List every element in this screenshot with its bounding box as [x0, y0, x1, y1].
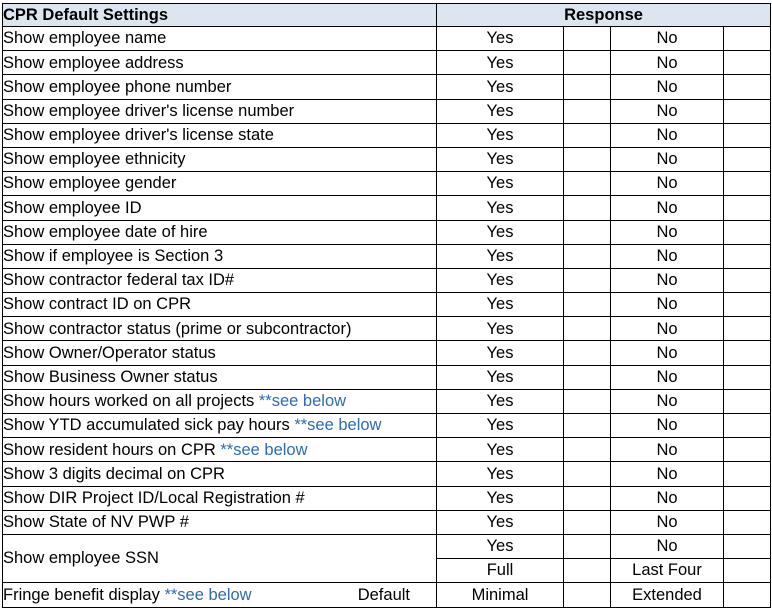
setting-row — [3, 414, 771, 438]
fringe-default-label: Default — [357, 585, 410, 604]
setting-label-cell — [3, 27, 437, 51]
setting-label-cell — [3, 341, 437, 365]
ssn-full-option[interactable]: Full — [437, 559, 564, 583]
setting-label-cell — [3, 510, 437, 534]
setting-label-cell — [3, 220, 437, 244]
yes-checkbox[interactable] — [564, 486, 611, 510]
no-option[interactable]: No — [611, 99, 724, 123]
no-option[interactable]: No — [611, 317, 724, 341]
no-checkbox[interactable] — [724, 244, 771, 268]
no-checkbox[interactable] — [724, 462, 771, 486]
yes-checkbox[interactable] — [564, 462, 611, 486]
setting-row — [3, 268, 771, 292]
yes-checkbox[interactable] — [564, 414, 611, 438]
ssn-yes-option[interactable]: Yes — [437, 534, 564, 558]
setting-row — [3, 75, 771, 99]
no-option[interactable]: No — [611, 172, 724, 196]
setting-label-cell — [3, 414, 437, 438]
setting-label: Show employee ethnicity — [3, 150, 186, 169]
yes-checkbox[interactable] — [564, 244, 611, 268]
setting-label: Show contractor status (prime or subcontractor) — [3, 319, 352, 338]
setting-label: Show 3 digits decimal on CPR — [3, 464, 225, 483]
setting-row — [3, 341, 771, 365]
no-option[interactable]: No — [611, 510, 724, 534]
setting-label-cell — [3, 244, 437, 268]
setting-label: Show employee gender — [3, 174, 177, 193]
setting-row — [3, 293, 771, 317]
ssn-full-checkbox[interactable] — [564, 559, 611, 583]
setting-label: Show DIR Project ID/Local Registration # — [3, 488, 305, 507]
yes-checkbox[interactable] — [564, 27, 611, 51]
no-checkbox[interactable] — [724, 123, 771, 147]
yes-option[interactable]: Yes — [437, 75, 564, 99]
yes-option[interactable]: Yes — [437, 365, 564, 389]
settings-column-header: CPR Default Settings — [3, 4, 437, 27]
setting-row — [3, 27, 771, 51]
no-checkbox[interactable] — [724, 220, 771, 244]
setting-label: Show State of NV PWP # — [3, 513, 189, 532]
ssn-label: Show employee SSN — [3, 534, 437, 582]
yes-checkbox[interactable] — [564, 293, 611, 317]
yes-option[interactable]: Yes — [437, 268, 564, 292]
no-option[interactable]: No — [611, 75, 724, 99]
setting-row — [3, 486, 771, 510]
no-checkbox[interactable] — [724, 172, 771, 196]
settings-rows — [3, 27, 771, 535]
no-option[interactable]: No — [611, 414, 724, 438]
setting-label-cell — [3, 365, 437, 389]
no-option[interactable]: No — [611, 462, 724, 486]
see-below-note: **see below — [258, 392, 347, 411]
setting-label-cell — [3, 462, 437, 486]
setting-label-cell — [3, 486, 437, 510]
setting-row — [3, 438, 771, 462]
no-option[interactable]: No — [611, 486, 724, 510]
no-checkbox[interactable] — [724, 389, 771, 413]
yes-option[interactable]: Yes — [437, 27, 564, 51]
yes-option[interactable]: Yes — [437, 220, 564, 244]
yes-option[interactable]: Yes — [437, 462, 564, 486]
no-checkbox[interactable] — [724, 196, 771, 220]
setting-row — [3, 317, 771, 341]
ssn-no-option[interactable]: No — [611, 534, 724, 558]
no-option[interactable]: No — [611, 220, 724, 244]
yes-option[interactable]: Yes — [437, 414, 564, 438]
yes-option[interactable]: Yes — [437, 147, 564, 171]
yes-checkbox[interactable] — [564, 147, 611, 171]
yes-checkbox[interactable] — [564, 172, 611, 196]
ssn-last-four-option[interactable]: Last Four — [611, 559, 724, 583]
yes-checkbox[interactable] — [564, 99, 611, 123]
no-option[interactable]: No — [611, 341, 724, 365]
cpr-default-settings-table — [2, 3, 771, 608]
yes-option[interactable]: Yes — [437, 486, 564, 510]
yes-option[interactable]: Yes — [437, 341, 564, 365]
no-option[interactable]: No — [611, 27, 724, 51]
setting-label: Show contract ID on CPR — [3, 295, 191, 314]
no-option[interactable]: No — [611, 268, 724, 292]
fringe-row — [3, 583, 771, 607]
setting-row — [3, 462, 771, 486]
yes-option[interactable]: Yes — [437, 172, 564, 196]
setting-label: Show employee name — [3, 29, 167, 48]
setting-row — [3, 99, 771, 123]
yes-checkbox[interactable] — [564, 220, 611, 244]
setting-row — [3, 123, 771, 147]
yes-checkbox[interactable] — [564, 389, 611, 413]
yes-checkbox[interactable] — [564, 268, 611, 292]
fringe-label — [3, 587, 252, 604]
setting-row — [3, 244, 771, 268]
setting-label-cell — [3, 172, 437, 196]
yes-checkbox[interactable] — [564, 51, 611, 75]
see-below-note: **see below — [294, 416, 382, 435]
setting-label: Show Business Owner status — [3, 367, 218, 386]
no-option[interactable]: No — [611, 147, 724, 171]
no-checkbox[interactable] — [724, 510, 771, 534]
yes-option[interactable]: Yes — [437, 196, 564, 220]
ssn-rows — [3, 534, 771, 607]
setting-label-cell — [3, 438, 437, 462]
fringe-extended-option[interactable]: Extended — [611, 583, 724, 607]
no-option[interactable]: No — [611, 123, 724, 147]
no-checkbox[interactable] — [724, 438, 771, 462]
ssn-no-checkbox[interactable] — [724, 534, 771, 558]
yes-option[interactable]: Yes — [437, 244, 564, 268]
setting-label: Show resident hours on CPR — [3, 440, 221, 459]
no-option[interactable]: No — [611, 244, 724, 268]
yes-checkbox[interactable] — [564, 438, 611, 462]
no-checkbox[interactable] — [724, 75, 771, 99]
setting-label: Show employee address — [3, 53, 184, 72]
setting-label: Show Owner/Operator status — [3, 343, 216, 362]
setting-label: Show employee date of hire — [3, 222, 208, 241]
setting-label-cell — [3, 317, 437, 341]
no-checkbox[interactable] — [724, 341, 771, 365]
setting-row — [3, 51, 771, 75]
no-checkbox[interactable] — [724, 293, 771, 317]
no-checkbox[interactable] — [724, 147, 771, 171]
fringe-see-below-note: **see below — [164, 585, 252, 604]
yes-option[interactable]: Yes — [437, 389, 564, 413]
setting-label-cell — [3, 196, 437, 220]
yes-option[interactable]: Yes — [437, 51, 564, 75]
setting-label: Show contractor federal tax ID# — [3, 271, 235, 290]
yes-checkbox[interactable] — [564, 317, 611, 341]
setting-row — [3, 196, 771, 220]
ssn-last-four-checkbox[interactable] — [724, 559, 771, 583]
yes-checkbox[interactable] — [564, 510, 611, 534]
response-column-header: Response — [437, 4, 771, 27]
yes-checkbox[interactable] — [564, 75, 611, 99]
yes-checkbox[interactable] — [564, 123, 611, 147]
setting-row — [3, 172, 771, 196]
setting-row — [3, 365, 771, 389]
yes-option[interactable]: Yes — [437, 438, 564, 462]
setting-row — [3, 147, 771, 171]
yes-option[interactable]: Yes — [437, 293, 564, 317]
no-checkbox[interactable] — [724, 317, 771, 341]
no-checkbox[interactable] — [724, 99, 771, 123]
fringe-label-text: Fringe benefit display — [3, 585, 165, 604]
yes-option[interactable]: Yes — [437, 317, 564, 341]
setting-row — [3, 510, 771, 534]
ssn-yes-checkbox[interactable] — [564, 534, 611, 558]
setting-row — [3, 220, 771, 244]
yes-checkbox[interactable] — [564, 365, 611, 389]
no-checkbox[interactable] — [724, 414, 771, 438]
setting-label-cell — [3, 75, 437, 99]
yes-option[interactable]: Yes — [437, 510, 564, 534]
setting-label-cell — [3, 147, 437, 171]
no-option[interactable]: No — [611, 293, 724, 317]
setting-label: Show employee driver's license state — [3, 126, 274, 145]
setting-label-cell — [3, 293, 437, 317]
no-option[interactable]: No — [611, 365, 724, 389]
no-option[interactable]: No — [611, 438, 724, 462]
setting-label: Show employee driver's license number — [3, 101, 295, 120]
see-below-note: **see below — [220, 440, 308, 459]
setting-label-cell — [3, 99, 437, 123]
no-checkbox[interactable] — [724, 268, 771, 292]
setting-row — [3, 389, 771, 413]
setting-label-cell — [3, 51, 437, 75]
fringe-extended-checkbox[interactable] — [724, 583, 771, 607]
setting-label-cell — [3, 123, 437, 147]
no-checkbox[interactable] — [724, 27, 771, 51]
no-option[interactable]: No — [611, 51, 724, 75]
no-checkbox[interactable] — [724, 486, 771, 510]
ssn-row — [3, 534, 771, 558]
no-option[interactable]: No — [611, 389, 724, 413]
yes-checkbox[interactable] — [564, 196, 611, 220]
yes-checkbox[interactable] — [564, 341, 611, 365]
setting-label: Show hours worked on all projects — [3, 392, 259, 411]
setting-label-cell — [3, 389, 437, 413]
fringe-minimal-checkbox[interactable] — [564, 583, 611, 607]
header-row — [3, 4, 771, 27]
fringe-minimal-option[interactable]: Minimal — [437, 583, 564, 607]
setting-label: Show employee phone number — [3, 77, 232, 96]
setting-label-cell — [3, 268, 437, 292]
setting-label: Show employee ID — [3, 198, 142, 217]
fringe-label-cell — [3, 583, 437, 607]
yes-option[interactable]: Yes — [437, 123, 564, 147]
no-checkbox[interactable] — [724, 51, 771, 75]
yes-option[interactable]: Yes — [437, 99, 564, 123]
setting-label: Show if employee is Section 3 — [3, 247, 224, 266]
setting-label: Show YTD accumulated sick pay hours — [3, 416, 295, 435]
no-checkbox[interactable] — [724, 365, 771, 389]
no-option[interactable]: No — [611, 196, 724, 220]
